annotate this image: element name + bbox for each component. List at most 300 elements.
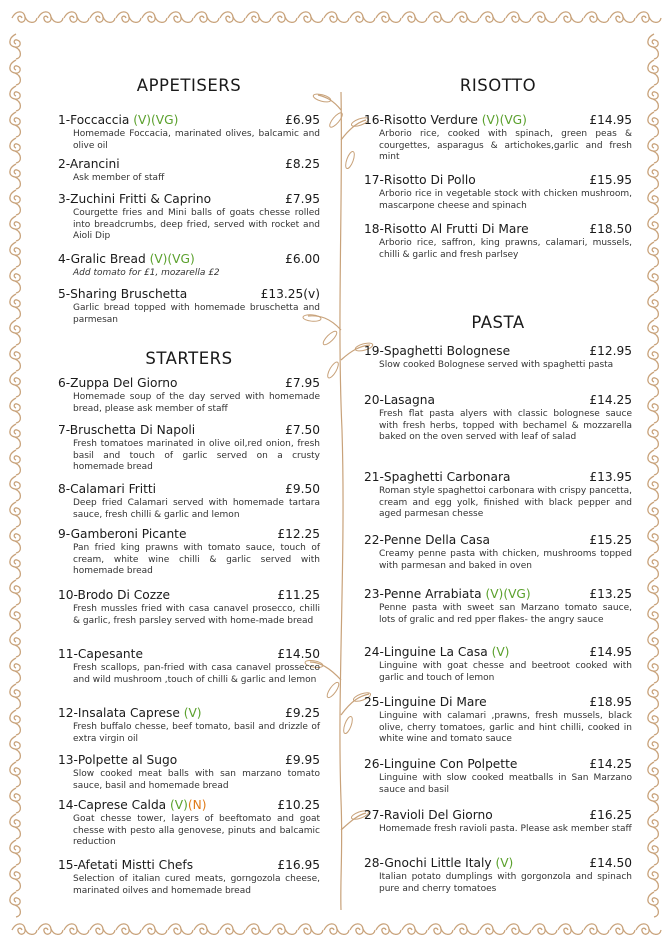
menu-item-name: 14-Caprese Calda — [58, 798, 171, 812]
menu-item-header — [364, 645, 632, 660]
swirl-ornament — [648, 788, 659, 813]
swirl-ornament — [10, 788, 21, 813]
menu-item — [58, 482, 320, 521]
menu-item-title — [364, 856, 513, 871]
vegetarian-tag: (V) — [481, 113, 500, 127]
swirl-ornament — [648, 840, 659, 865]
menu-item-title — [364, 587, 531, 602]
vegan-tag: (VG) — [151, 113, 179, 127]
menu-item-header — [58, 647, 320, 662]
menu-item-name: 4-Gralic Bread — [58, 252, 150, 266]
swirl-ornament — [116, 12, 141, 23]
swirl-ornament — [10, 60, 21, 85]
menu-item-header — [364, 533, 632, 548]
section-title-starters: STARTERS — [145, 349, 233, 368]
swirl-ornament — [10, 580, 21, 605]
menu-item — [58, 192, 320, 243]
swirl-ornament — [194, 924, 219, 935]
swirl-ornament — [10, 736, 21, 761]
menu-item-name: 23-Penne Arrabiata — [364, 587, 486, 601]
menu-item-price: £18.50 — [589, 222, 632, 236]
menu-item-title — [58, 376, 177, 391]
menu-item — [364, 695, 632, 746]
swirl-ornament — [648, 814, 659, 839]
menu-item-title — [58, 482, 156, 497]
swirl-ornament — [246, 12, 271, 23]
menu-item-title — [58, 527, 186, 542]
swirl-ornament — [648, 242, 659, 267]
swirl-ornament — [648, 710, 659, 735]
menu-item-description: Homemade soup of the day served with homemade bread, please ask member of staff — [73, 392, 320, 414]
menu-item-description: Slow cooked Bolognese served with spaghetti pasta — [379, 360, 614, 370]
swirl-ornament — [648, 580, 659, 605]
swirl-ornament — [10, 216, 21, 241]
menu-item-name: 18-Risotto Al Frutti Di Mare — [364, 222, 529, 236]
swirl-ornament — [648, 190, 659, 215]
swirl-ornament — [10, 476, 21, 501]
swirl-ornament — [648, 372, 659, 397]
vegetarian-tag: (V) — [183, 706, 202, 720]
swirl-ornament — [38, 12, 63, 23]
swirl-ornament — [648, 398, 659, 423]
swirl-ornament — [636, 924, 661, 935]
menu-item-description: Goat chesse tower, layers of beeftomato and goat chesse with pesto alla genovese, pinuts and balcamic reduction — [73, 814, 320, 848]
swirl-ornament — [648, 762, 659, 787]
swirl-ornament — [10, 528, 21, 553]
swirl-ornament — [10, 554, 21, 579]
swirl-ornament — [454, 924, 479, 935]
swirl-ornament — [10, 892, 21, 917]
menu-item-header — [58, 753, 320, 768]
swirl-ornament — [10, 710, 21, 735]
menu-item-name: 26-Linguine Con Polpette — [364, 757, 518, 771]
swirl-ornament — [10, 346, 21, 371]
menu-item-description: Arborio rice, cooked with spinach, green peas & courgettes, asparagus & artichokes,garlic and fresh mint — [379, 129, 632, 163]
menu-item-title — [58, 647, 143, 662]
swirl-ornament — [64, 12, 89, 23]
menu-item-title — [364, 113, 527, 128]
menu-item-title — [58, 753, 177, 768]
swirl-ornament — [10, 840, 21, 865]
menu-item-price: £7.95 — [285, 192, 320, 206]
menu-item-title — [58, 423, 195, 438]
swirl-ornament — [10, 138, 21, 163]
vegetarian-tag: (V) — [491, 645, 510, 659]
swirl-ornament — [10, 606, 21, 631]
menu-item — [58, 287, 320, 326]
menu-item-title — [58, 798, 207, 813]
menu-item-price: £6.00 — [285, 252, 320, 266]
menu-item-description: Arborio rice, saffron, king prawns, calamari, mussels, chilli & garlic and fresh parlsey — [379, 238, 632, 260]
swirl-ornament — [116, 924, 141, 935]
menu-item-price: £8.25 — [285, 157, 320, 171]
menu-item-header — [58, 113, 320, 128]
swirl-ornament — [90, 12, 115, 23]
menu-item-header — [58, 157, 320, 172]
menu-item — [364, 393, 632, 444]
menu-item-price: £7.95 — [285, 376, 320, 390]
menu-item-title — [58, 252, 195, 267]
swirl-ornament — [220, 924, 245, 935]
swirl-ornament — [428, 924, 453, 935]
menu-item-price: £14.50 — [589, 856, 632, 870]
swirl-ornament — [64, 924, 89, 935]
menu-item-price: £9.25 — [285, 706, 320, 720]
menu-item-price: £12.95 — [589, 344, 632, 358]
menu-item-price: £10.25 — [277, 798, 320, 812]
menu-item-name: 15-Afetati Mistti Chefs — [58, 858, 194, 872]
swirl-ornament — [142, 924, 167, 935]
menu-item-name: 12-Insalata Caprese — [58, 706, 184, 720]
swirl-ornament — [12, 924, 37, 935]
menu-item-name: 24-Linguine La Casa — [364, 645, 492, 659]
menu-item-header — [364, 757, 632, 772]
swirl-ornament — [648, 216, 659, 241]
swirl-ornament — [532, 12, 557, 23]
menu-item — [58, 647, 320, 686]
menu-item-header — [58, 423, 320, 438]
swirl-ornament — [648, 424, 659, 449]
menu-item-name: 16-Risotto Verdure — [364, 113, 482, 127]
menu-item-name: 2-Arancini — [58, 157, 120, 171]
menu-item-title — [58, 192, 211, 207]
menu-item-header — [58, 252, 320, 267]
menu-item-header — [364, 173, 632, 188]
swirl-ornament — [10, 424, 21, 449]
menu-item — [364, 587, 632, 626]
menu-item — [58, 588, 320, 627]
vegetarian-tag: (V) — [485, 587, 504, 601]
menu-item — [58, 252, 320, 280]
nuts-tag: (N) — [187, 798, 207, 812]
menu-item-name: 20-Lasagna — [364, 393, 435, 407]
swirl-ornament — [10, 398, 21, 423]
swirl-ornament — [10, 268, 21, 293]
menu-item-price: £14.95 — [589, 645, 632, 659]
section-title-appetisers: APPETISERS — [136, 76, 242, 95]
swirl-ornament — [648, 554, 659, 579]
swirl-ornament — [648, 138, 659, 163]
swirl-ornament — [12, 12, 37, 23]
menu-item-description: Italian potato dumplings with gorgonzola and spinach pure and cherry tomatoes — [379, 872, 632, 894]
swirl-ornament — [10, 86, 21, 111]
menu-item-description: Linguine with goat chesse and beetroot cooked with garlic and touch of lemon — [379, 661, 632, 683]
swirl-ornament — [10, 190, 21, 215]
menu-item-name: 28-Gnochi Little Italy — [364, 856, 496, 870]
menu-item-header — [364, 470, 632, 485]
menu-item-description: Add tomato for £1, mozarella £2 — [73, 268, 220, 278]
menu-item-price: £14.50 — [277, 647, 320, 661]
menu-item-name: 25-Linguine Di Mare — [364, 695, 487, 709]
menu-item-title — [364, 533, 490, 548]
swirl-ornament — [376, 12, 401, 23]
swirl-ornament — [10, 372, 21, 397]
swirl-ornament — [648, 632, 659, 657]
menu-item-title — [58, 588, 170, 603]
menu-item-header — [364, 808, 632, 823]
swirl-ornament — [142, 12, 167, 23]
menu-item-price: £16.25 — [589, 808, 632, 822]
menu-item-title — [58, 287, 187, 302]
menu-item-title — [58, 858, 193, 873]
swirl-ornament — [636, 12, 661, 23]
swirl-ornament — [532, 924, 557, 935]
menu-item-header — [364, 393, 632, 408]
menu-item — [58, 798, 320, 849]
menu-item-title — [364, 695, 487, 710]
menu-item-price: £18.95 — [589, 695, 632, 709]
menu-item-header — [58, 482, 320, 497]
swirl-ornament — [10, 814, 21, 839]
menu-item-name: 22-Penne Della Casa — [364, 533, 490, 547]
swirl-ornament — [648, 294, 659, 319]
menu-item — [58, 753, 320, 792]
menu-item — [58, 527, 320, 578]
menu-item-title — [364, 645, 509, 660]
swirl-ornament — [648, 866, 659, 891]
swirl-ornament — [506, 12, 531, 23]
section-title-risotto: RISOTTO — [459, 76, 537, 95]
swirl-ornament — [506, 924, 531, 935]
swirl-ornament — [648, 476, 659, 501]
swirl-ornament — [428, 12, 453, 23]
swirl-ornament — [648, 528, 659, 553]
menu-item-header — [58, 798, 320, 813]
swirl-ornament — [10, 450, 21, 475]
menu-item — [364, 808, 632, 836]
swirl-ornament — [90, 924, 115, 935]
swirl-ornament — [648, 164, 659, 189]
menu-item — [364, 470, 632, 521]
swirl-ornament — [38, 924, 63, 935]
menu-item-description: Penne pasta with sweet san Marzano tomato sauce, lots of gralic and red pper flakes- the angry sauce — [379, 603, 632, 625]
menu-item-name: 1-Foccaccia — [58, 113, 134, 127]
menu-item-price: £15.25 — [589, 533, 632, 547]
menu-item-header — [58, 287, 320, 302]
menu-item-price: £14.95 — [589, 113, 632, 127]
vegetarian-tag: (V) — [170, 798, 188, 812]
vegan-tag: (VG) — [503, 587, 531, 601]
menu-item-name: 27-Ravioli Del Giorno — [364, 808, 493, 822]
menu-item-title — [364, 344, 510, 359]
menu-item — [58, 157, 320, 185]
menu-item-name: 10-Brodo Di Cozze — [58, 588, 171, 602]
swirl-ornament — [10, 762, 21, 787]
menu-item-description: Fresh tomatoes marinated in olive oil,red onion, fresh basil and touch of garlic served on a crusty homemade bread — [73, 439, 320, 473]
menu-item — [364, 856, 632, 895]
menu-item-header — [58, 706, 320, 721]
menu-item-header — [364, 695, 632, 710]
menu-item — [58, 113, 320, 152]
swirl-ornament — [648, 502, 659, 527]
menu-item — [58, 858, 320, 897]
swirl-ornament — [648, 112, 659, 137]
menu-item-description: Homemade fresh ravioli pasta. Please ask member staff — [379, 824, 632, 834]
menu-item-price: £6.95 — [285, 113, 320, 127]
menu-item-name: 11-Capesante — [58, 647, 143, 661]
menu-item-description: Fresh mussles fried with casa canavel prosecco, chilli & garlic, fresh parsley served with home-made bread — [73, 604, 320, 626]
menu-item-description: Selection of italian cured meats, gorngozola cheese, marinated oilves and homemade bread — [73, 874, 320, 896]
menu-item-description: Roman style spaghettoi carbonara with crispy pancetta, cream and egg yolk, finished with black pepper and aged parmesan chesse — [379, 486, 632, 520]
swirl-ornament — [480, 12, 505, 23]
menu-item-price: £13.25(v) — [260, 287, 320, 301]
menu-item-description: Pan fried king prawns with tomato sauce, touch of cream, white wine chilli & garlic served with homemade bread — [73, 543, 320, 577]
menu-item-description: Linguine with slow cooked meatballs in San Marzano sauce and basil — [379, 773, 632, 795]
menu-item-description: Creamy penne pasta with chicken, mushrooms topped with parmesan and baked in oven — [379, 549, 632, 571]
menu-item-name: 7-Bruschetta Di Napoli — [58, 423, 196, 437]
menu-item-header — [364, 113, 632, 128]
menu-item-name: 21-Spaghetti Carbonara — [364, 470, 511, 484]
menu-item-price: £15.95 — [589, 173, 632, 187]
menu-item — [364, 173, 632, 212]
swirl-ornament — [648, 60, 659, 85]
swirl-ornament — [610, 924, 635, 935]
swirl-ornament — [10, 866, 21, 891]
swirl-ornament — [298, 12, 323, 23]
menu-item-description: Courgette fries and Mini balls of goats chesse rolled into breadcrumbs, deep fried, served with rocket and Aioli Dip — [73, 208, 320, 242]
swirl-ornament — [10, 502, 21, 527]
menu-item-header — [364, 587, 632, 602]
menu-item-description: Linguine with calamari ,prawns, fresh mussels, black olive, cherry tomatoes, garlic and hint chilli, cooked in white wine and tomato sauce — [379, 711, 632, 745]
swirl-ornament — [648, 86, 659, 111]
menu-item-title — [364, 470, 510, 485]
swirl-ornament — [246, 924, 271, 935]
menu-item — [364, 222, 632, 261]
swirl-ornament — [272, 12, 297, 23]
swirl-ornament — [10, 658, 21, 683]
swirl-ornament — [648, 736, 659, 761]
swirl-ornament — [168, 12, 193, 23]
swirl-ornament — [648, 34, 659, 59]
menu-item-price: £9.95 — [285, 753, 320, 767]
menu-item-header — [364, 344, 632, 359]
menu-item-description: Fresh flat pasta alyers with classic bolognese sauce with fresh herbs, topped with bechamel & mozzarella baked on the oven served with leaf of salad — [379, 409, 632, 443]
swirl-ornament — [350, 12, 375, 23]
swirl-ornament — [584, 924, 609, 935]
swirl-ornament — [10, 684, 21, 709]
vegan-tag: (VG) — [167, 252, 195, 266]
swirl-ornament — [480, 924, 505, 935]
menu-item-name: 3-Zuchini Fritti & Caprino — [58, 192, 212, 206]
swirl-ornament — [10, 320, 21, 345]
swirl-ornament — [10, 242, 21, 267]
menu-item-name: 9-Gamberoni Picante — [58, 527, 187, 541]
menu-item-price: £9.50 — [285, 482, 320, 496]
menu-item-title — [364, 222, 529, 237]
swirl-ornament — [168, 924, 193, 935]
menu-item-title — [58, 157, 120, 172]
swirl-ornament — [648, 892, 659, 917]
menu-item — [58, 706, 320, 745]
swirl-ornament — [648, 658, 659, 683]
menu-item — [364, 344, 632, 372]
swirl-ornament — [558, 12, 583, 23]
menu-item-title — [364, 808, 493, 823]
swirl-ornament — [10, 164, 21, 189]
menu-item-price: £13.95 — [589, 470, 632, 484]
menu-item — [364, 645, 632, 684]
vegetarian-tag: (V) — [495, 856, 514, 870]
swirl-ornament — [402, 12, 427, 23]
menu-item-header — [58, 858, 320, 873]
swirl-ornament — [648, 320, 659, 345]
swirl-ornament — [610, 12, 635, 23]
menu-item — [364, 757, 632, 796]
menu-item-title — [364, 173, 476, 188]
menu-item-header — [58, 192, 320, 207]
swirl-ornament — [324, 924, 349, 935]
vegetarian-tag: (V) — [133, 113, 152, 127]
menu-item-header — [58, 376, 320, 391]
vegetarian-tag: (V) — [149, 252, 168, 266]
menu-item — [58, 423, 320, 474]
swirl-ornament — [272, 924, 297, 935]
section-title-pasta: PASTA — [471, 313, 525, 332]
vegan-tag: (VG) — [499, 113, 527, 127]
menu-item-name: 19-Spaghetti Bolognese — [364, 344, 511, 358]
menu-item-header — [364, 856, 632, 871]
menu-item-title — [58, 706, 202, 721]
menu-item-name: 5-Sharing Bruschetta — [58, 287, 188, 301]
menu-item-price: £14.25 — [589, 757, 632, 771]
menu-item-description: Ask member of staff — [73, 173, 165, 183]
menu-item-description: Homemade Foccacia, marinated olives, balcamic and olive oil — [73, 129, 320, 151]
swirl-ornament — [402, 924, 427, 935]
swirl-ornament — [648, 684, 659, 709]
swirl-ornament — [10, 632, 21, 657]
swirl-ornament — [10, 34, 21, 59]
swirl-ornament — [648, 346, 659, 371]
menu-item-description: Slow cooked meat balls with san marzano tomato sauce, basil and homemade bread — [73, 769, 320, 791]
swirl-ornament — [194, 12, 219, 23]
swirl-ornament — [648, 606, 659, 631]
menu-item — [364, 113, 632, 164]
menu-item-price: £14.25 — [589, 393, 632, 407]
menu-item-title — [364, 393, 435, 408]
swirl-ornament — [10, 112, 21, 137]
swirl-ornament — [454, 12, 479, 23]
menu-item-description: Garlic bread topped with homemade bruschetta and parmesan — [73, 303, 320, 325]
swirl-ornament — [558, 924, 583, 935]
menu-item-name: 8-Calamari Fritti — [58, 482, 157, 496]
menu-item-title — [58, 113, 178, 128]
menu-item-price: £13.25 — [589, 587, 632, 601]
swirl-ornament — [298, 924, 323, 935]
menu-item-price: £7.50 — [285, 423, 320, 437]
swirl-ornament — [350, 924, 375, 935]
menu-item-name: 13-Polpette al Sugo — [58, 753, 178, 767]
menu-item-title — [364, 757, 517, 772]
menu-item-price: £11.25 — [277, 588, 320, 602]
menu-item-name: 6-Zuppa Del Giorno — [58, 376, 178, 390]
swirl-ornament — [584, 12, 609, 23]
swirl-ornament — [648, 450, 659, 475]
menu-item-price: £12.25 — [277, 527, 320, 541]
menu-item-description: Arborio rice in vegetable stock with chicken mushroom, mascarpone cheese and spinach — [379, 189, 632, 211]
menu-item — [364, 533, 632, 572]
menu-item-header — [364, 222, 632, 237]
menu-item-description: Fresh buffalo chesse, beef tomato, basil and drizzle of extra virgin oil — [73, 722, 320, 744]
swirl-ornament — [648, 268, 659, 293]
swirl-ornament — [220, 12, 245, 23]
menu-item-header — [58, 588, 320, 603]
swirl-ornament — [324, 12, 349, 23]
swirl-ornament — [10, 294, 21, 319]
swirl-ornament — [376, 924, 401, 935]
menu-item-description: Fresh scallops, pan-fried with casa canavel prossecco and wild mushroom ,touch of chilli & garlic and lemon — [73, 663, 320, 685]
menu-item — [58, 376, 320, 415]
menu-item-description: Deep fried Calamari served with homemade tartara sauce, fresh chilli & garlic and lemon — [73, 498, 320, 520]
